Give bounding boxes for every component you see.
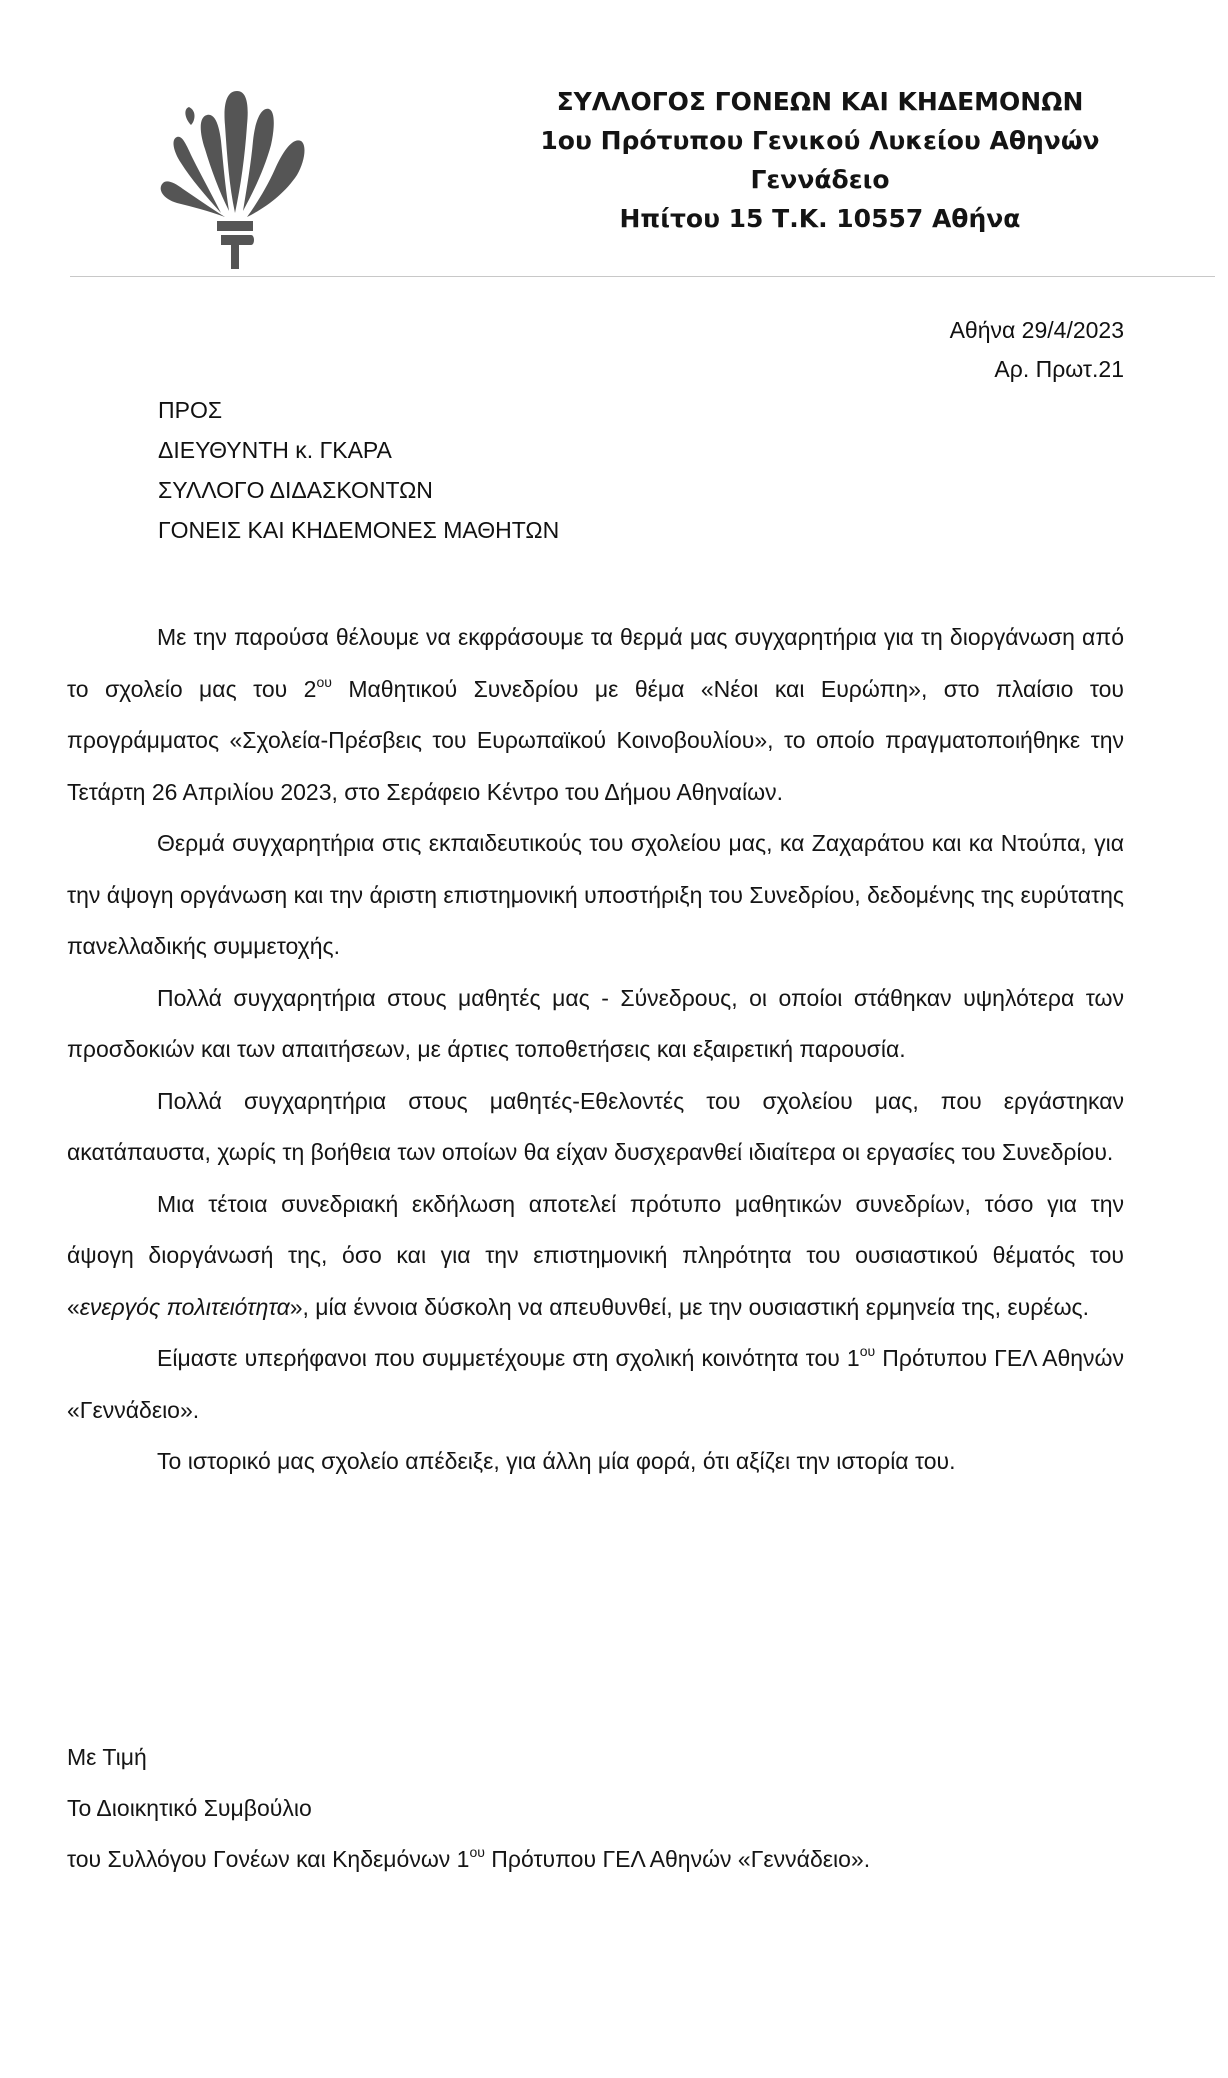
school-subtitle: Γεννάδειο xyxy=(750,165,890,194)
ordinal-suffix: ου xyxy=(469,1844,485,1860)
flame-torch-icon xyxy=(155,85,315,275)
closing-text: του Συλλόγου Γονέων και Κηδεμόνων 1 xyxy=(67,1846,470,1872)
org-name: ΣΥΛΛΟΓΟΣ ΓΟΝΕΩΝ ΚΑΙ ΚΗΔΕΜΟΝΩΝ xyxy=(556,87,1084,116)
closing-salutation: Με Τιμή xyxy=(67,1744,147,1770)
closing-text: Πρότυπου ΓΕΛ Αθηνών «Γεννάδειο». xyxy=(484,1846,871,1872)
recipient-teachers: ΣΥΛΛΟΓΟ ΔΙΔΑΣΚΟΝΤΩΝ xyxy=(158,477,433,503)
emphasized-term: ενεργός πολιτειότητα xyxy=(79,1293,290,1320)
closing-signatory: Το Διοικητικό Συμβούλιο xyxy=(67,1795,312,1821)
paragraph: Το ιστορικό μας σχολείο απέδειξε, για άλλη μία φορά, ότι αξίζει την ιστορία του. xyxy=(157,1448,956,1474)
paragraph xyxy=(67,1179,1124,1334)
date-block xyxy=(950,311,1124,389)
letter-body xyxy=(67,612,1124,1488)
paragraph xyxy=(67,612,1124,818)
paragraph-text: Πρότυπου ΓΕΛ Αθηνών «Γεννάδειο». xyxy=(67,1345,1125,1423)
ordinal-suffix: ου xyxy=(859,1343,876,1359)
recipients-label: ΠΡΟΣ xyxy=(158,397,223,423)
paragraph-text: Μαθητικού Συνεδρίου με θέμα «Νέοι και Ευρώπη», στο πλαίσιο του προγράμματος «Σχολεία-Πρέσβεις του Ευρωπαϊκού Κοινοβουλίου», το οποίο πραγματοποιήθηκε την Τετάρτη 26 Απριλίου 2023, στο Σεράφειο Κέντρο του Δήμου Αθηναίων. xyxy=(67,675,1125,805)
org-address: Ηπίτου 15 Τ.Κ. 10557 Αθήνα xyxy=(619,204,1021,233)
school-name: 1ου Πρότυπου Γενικού Λυκείου Αθηνών xyxy=(540,126,1100,155)
paragraph-text: Μια τέτοια συνεδριακή εκδήλωση αποτελεί πρότυπο μαθητικών συνεδρίων, τόσο για την άψογη διοργάνωσή της, όσο και για την επιστημονική πληρότητα του ουσιαστικού θέματός του « xyxy=(67,1190,1124,1320)
letter-date: Αθήνα 29/4/2023 xyxy=(949,317,1124,343)
paragraph: Πολλά συγχαρητήρια στους μαθητές-Εθελοντές του σχολείου μας, που εργάστηκαν ακατάπαυστα, χωρίς τη βοήθεια των οποίων θα είχαν δυσχερανθεί ιδιαίτερα οι εργασίες του Συνεδρίου. xyxy=(67,1087,1124,1165)
recipient-parents: ΓΟΝΕΙΣ ΚΑΙ ΚΗΔΕΜΟΝΕΣ ΜΑΘΗΤΩΝ xyxy=(158,517,560,543)
protocol-number: Αρ. Πρωτ.21 xyxy=(994,356,1124,382)
paragraph-text: », μία έννοια δύσκολη να απευθυνθεί, με την ουσιαστική ερμηνεία της, ευρέως. xyxy=(289,1293,1089,1320)
recipient-director: ΔΙΕΥΘΥΝΤΗ κ. ΓΚΑΡΑ xyxy=(158,437,392,463)
ordinal-suffix: ου xyxy=(316,673,332,690)
closing-block xyxy=(67,1732,870,1885)
paragraph-text: Είμαστε υπερήφανοι που συμμετέχουμε στη σχολική κοινότητα του 1 xyxy=(157,1345,860,1371)
header-divider xyxy=(70,276,1215,277)
paragraph: Πολλά συγχαρητήρια στους μαθητές μας - Σύνεδρους, οι οποίοι στάθηκαν υψηλότερα των προσδοκιών και των απαιτήσεων, με άρτιες τοποθετήσεις και εξαιρετική παρουσία. xyxy=(67,984,1124,1062)
recipients-block xyxy=(158,390,559,550)
paragraph: Θερμά συγχαρητήρια στις εκπαιδευτικούς του σχολείου μας, κα Ζαχαράτου και κα Ντούπα, για την άψογη οργάνωση και την άριστη επιστημονική υποστήριξη του Συνεδρίου, δεδομένης της ευρύτατης πανελλαδικής συμμετοχής. xyxy=(67,830,1124,959)
closing-org xyxy=(67,1834,870,1885)
organization-header xyxy=(540,82,1100,238)
paragraph-text: Με την παρούσα θέλουμε να εκφράσουμε τα θερμά μας συγχαρητήρια για τη διοργάνωση από το σχολείο μας του 2 xyxy=(67,624,1124,702)
paragraph xyxy=(67,1333,1124,1436)
